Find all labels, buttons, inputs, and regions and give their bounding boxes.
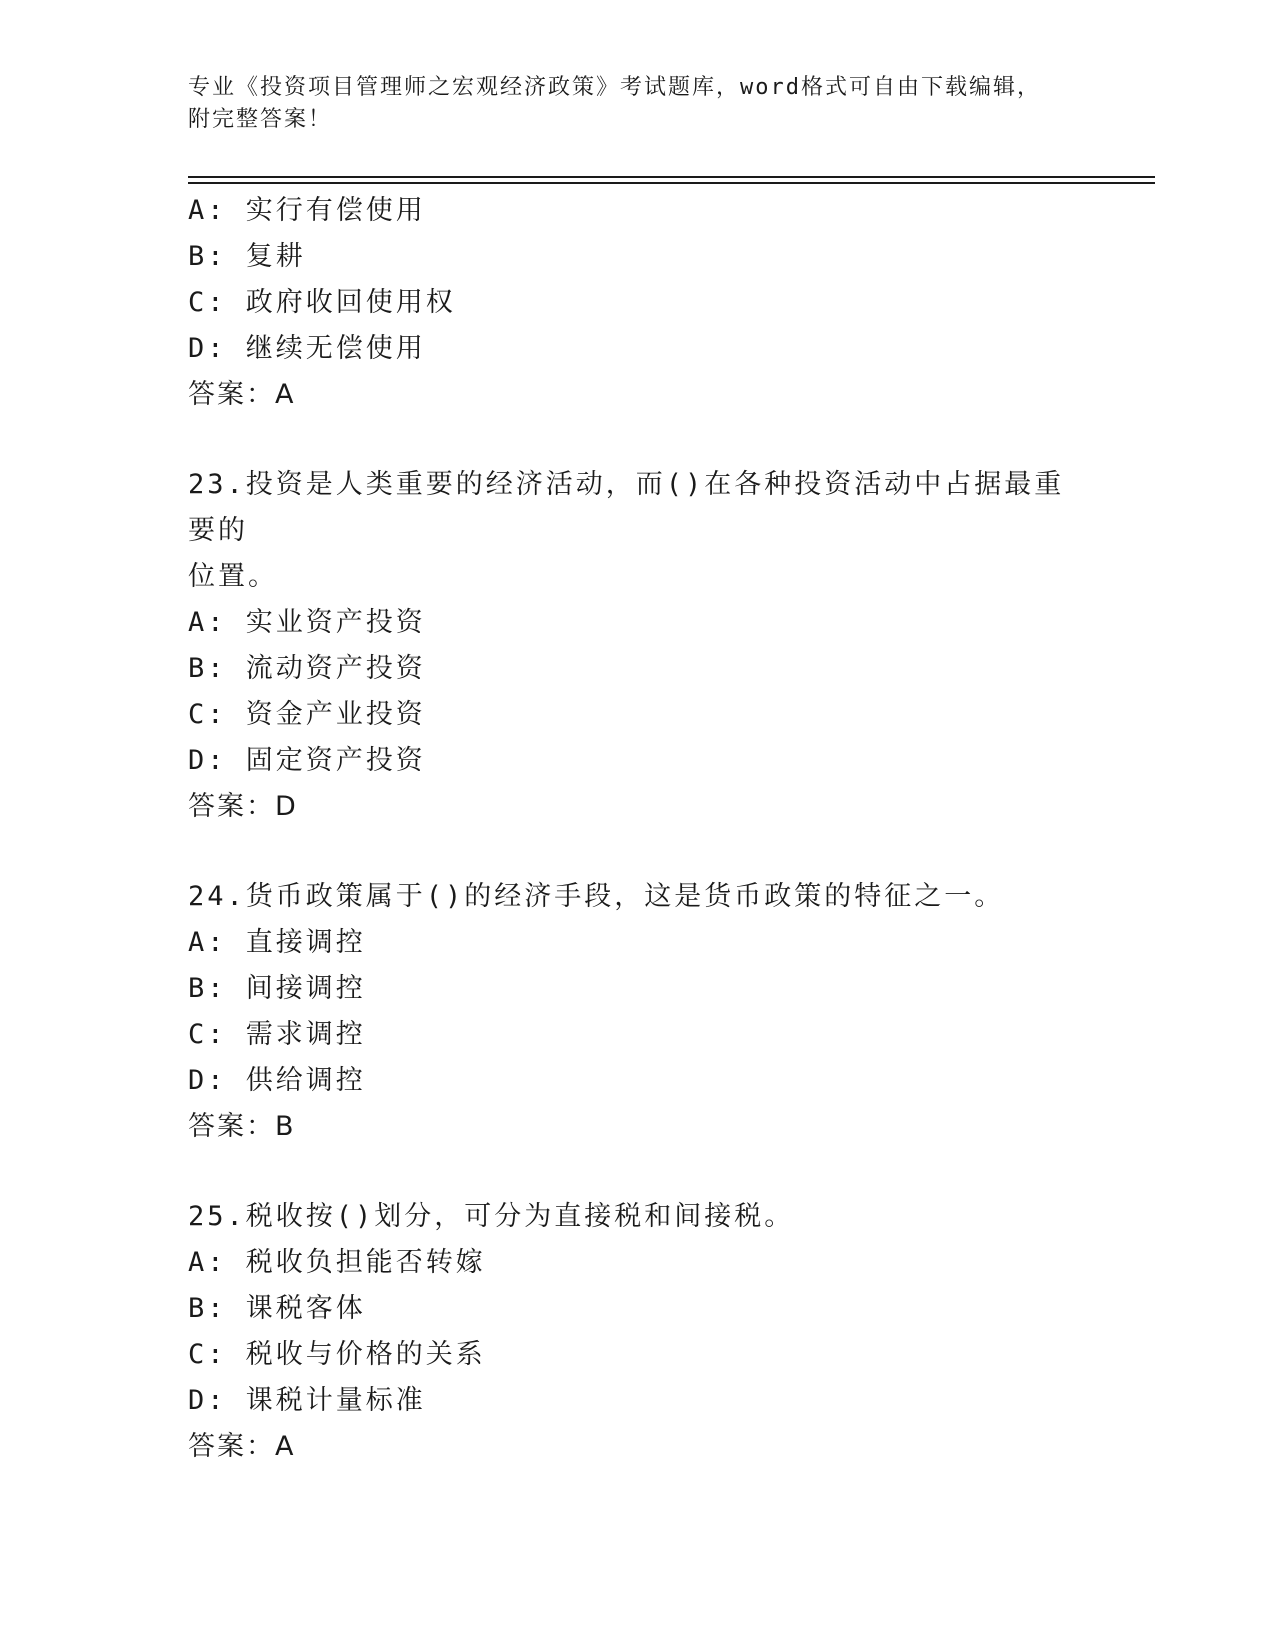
answer-label: 答案：B: [188, 1111, 296, 1142]
document-header: [188, 72, 1088, 136]
question-stem: 25.税收按()划分，可分为直接税和间接税。: [188, 1201, 795, 1232]
option-a: A: 实业资产投资: [188, 607, 426, 638]
option-b: B: 间接调控: [188, 973, 366, 1004]
question-24-block: [188, 874, 1088, 1150]
option-d: D: 课税计量标准: [188, 1385, 426, 1416]
header-divider-top: [188, 176, 1155, 178]
option-b: B: 课税客体: [188, 1293, 366, 1324]
answer-label: 答案：D: [188, 791, 298, 822]
question-stem-line-2: 位置。: [188, 561, 278, 592]
option-c: C: 税收与价格的关系: [188, 1339, 486, 1370]
option-a: A: 直接调控: [188, 927, 366, 958]
question-stem: [188, 462, 1088, 600]
option-a: A: 税收负担能否转嫁: [188, 1247, 486, 1278]
answer-label: 答案：A: [188, 1431, 296, 1462]
option-a: A: 实行有偿使用: [188, 195, 426, 226]
option-c: C: 需求调控: [188, 1019, 366, 1050]
header-line-2: 附完整答案！: [188, 107, 333, 132]
option-c: C: 资金产业投资: [188, 699, 426, 730]
answer-label: 答案：A: [188, 379, 296, 410]
question-list: [188, 188, 1088, 1470]
question-stem-line-1: 23.投资是人类重要的经济活动，而()在各种投资活动中占据最重要的: [188, 469, 1065, 546]
option-b: B: 复耕: [188, 241, 306, 272]
header-divider-bottom: [188, 182, 1155, 184]
option-d: D: 继续无偿使用: [188, 333, 426, 364]
option-d: D: 固定资产投资: [188, 745, 426, 776]
question-23-block: [188, 462, 1088, 830]
option-d: D: 供给调控: [188, 1065, 366, 1096]
question-stem: 24.货币政策属于()的经济手段，这是货币政策的特征之一。: [188, 881, 1005, 912]
option-c: C: 政府收回使用权: [188, 287, 456, 318]
option-b: B: 流动资产投资: [188, 653, 426, 684]
header-line-1: 专业《投资项目管理师之宏观经济政策》考试题库，word格式可自由下载编辑，: [188, 75, 1041, 100]
question-22-block: [188, 188, 1088, 418]
question-25-block: [188, 1194, 1088, 1470]
